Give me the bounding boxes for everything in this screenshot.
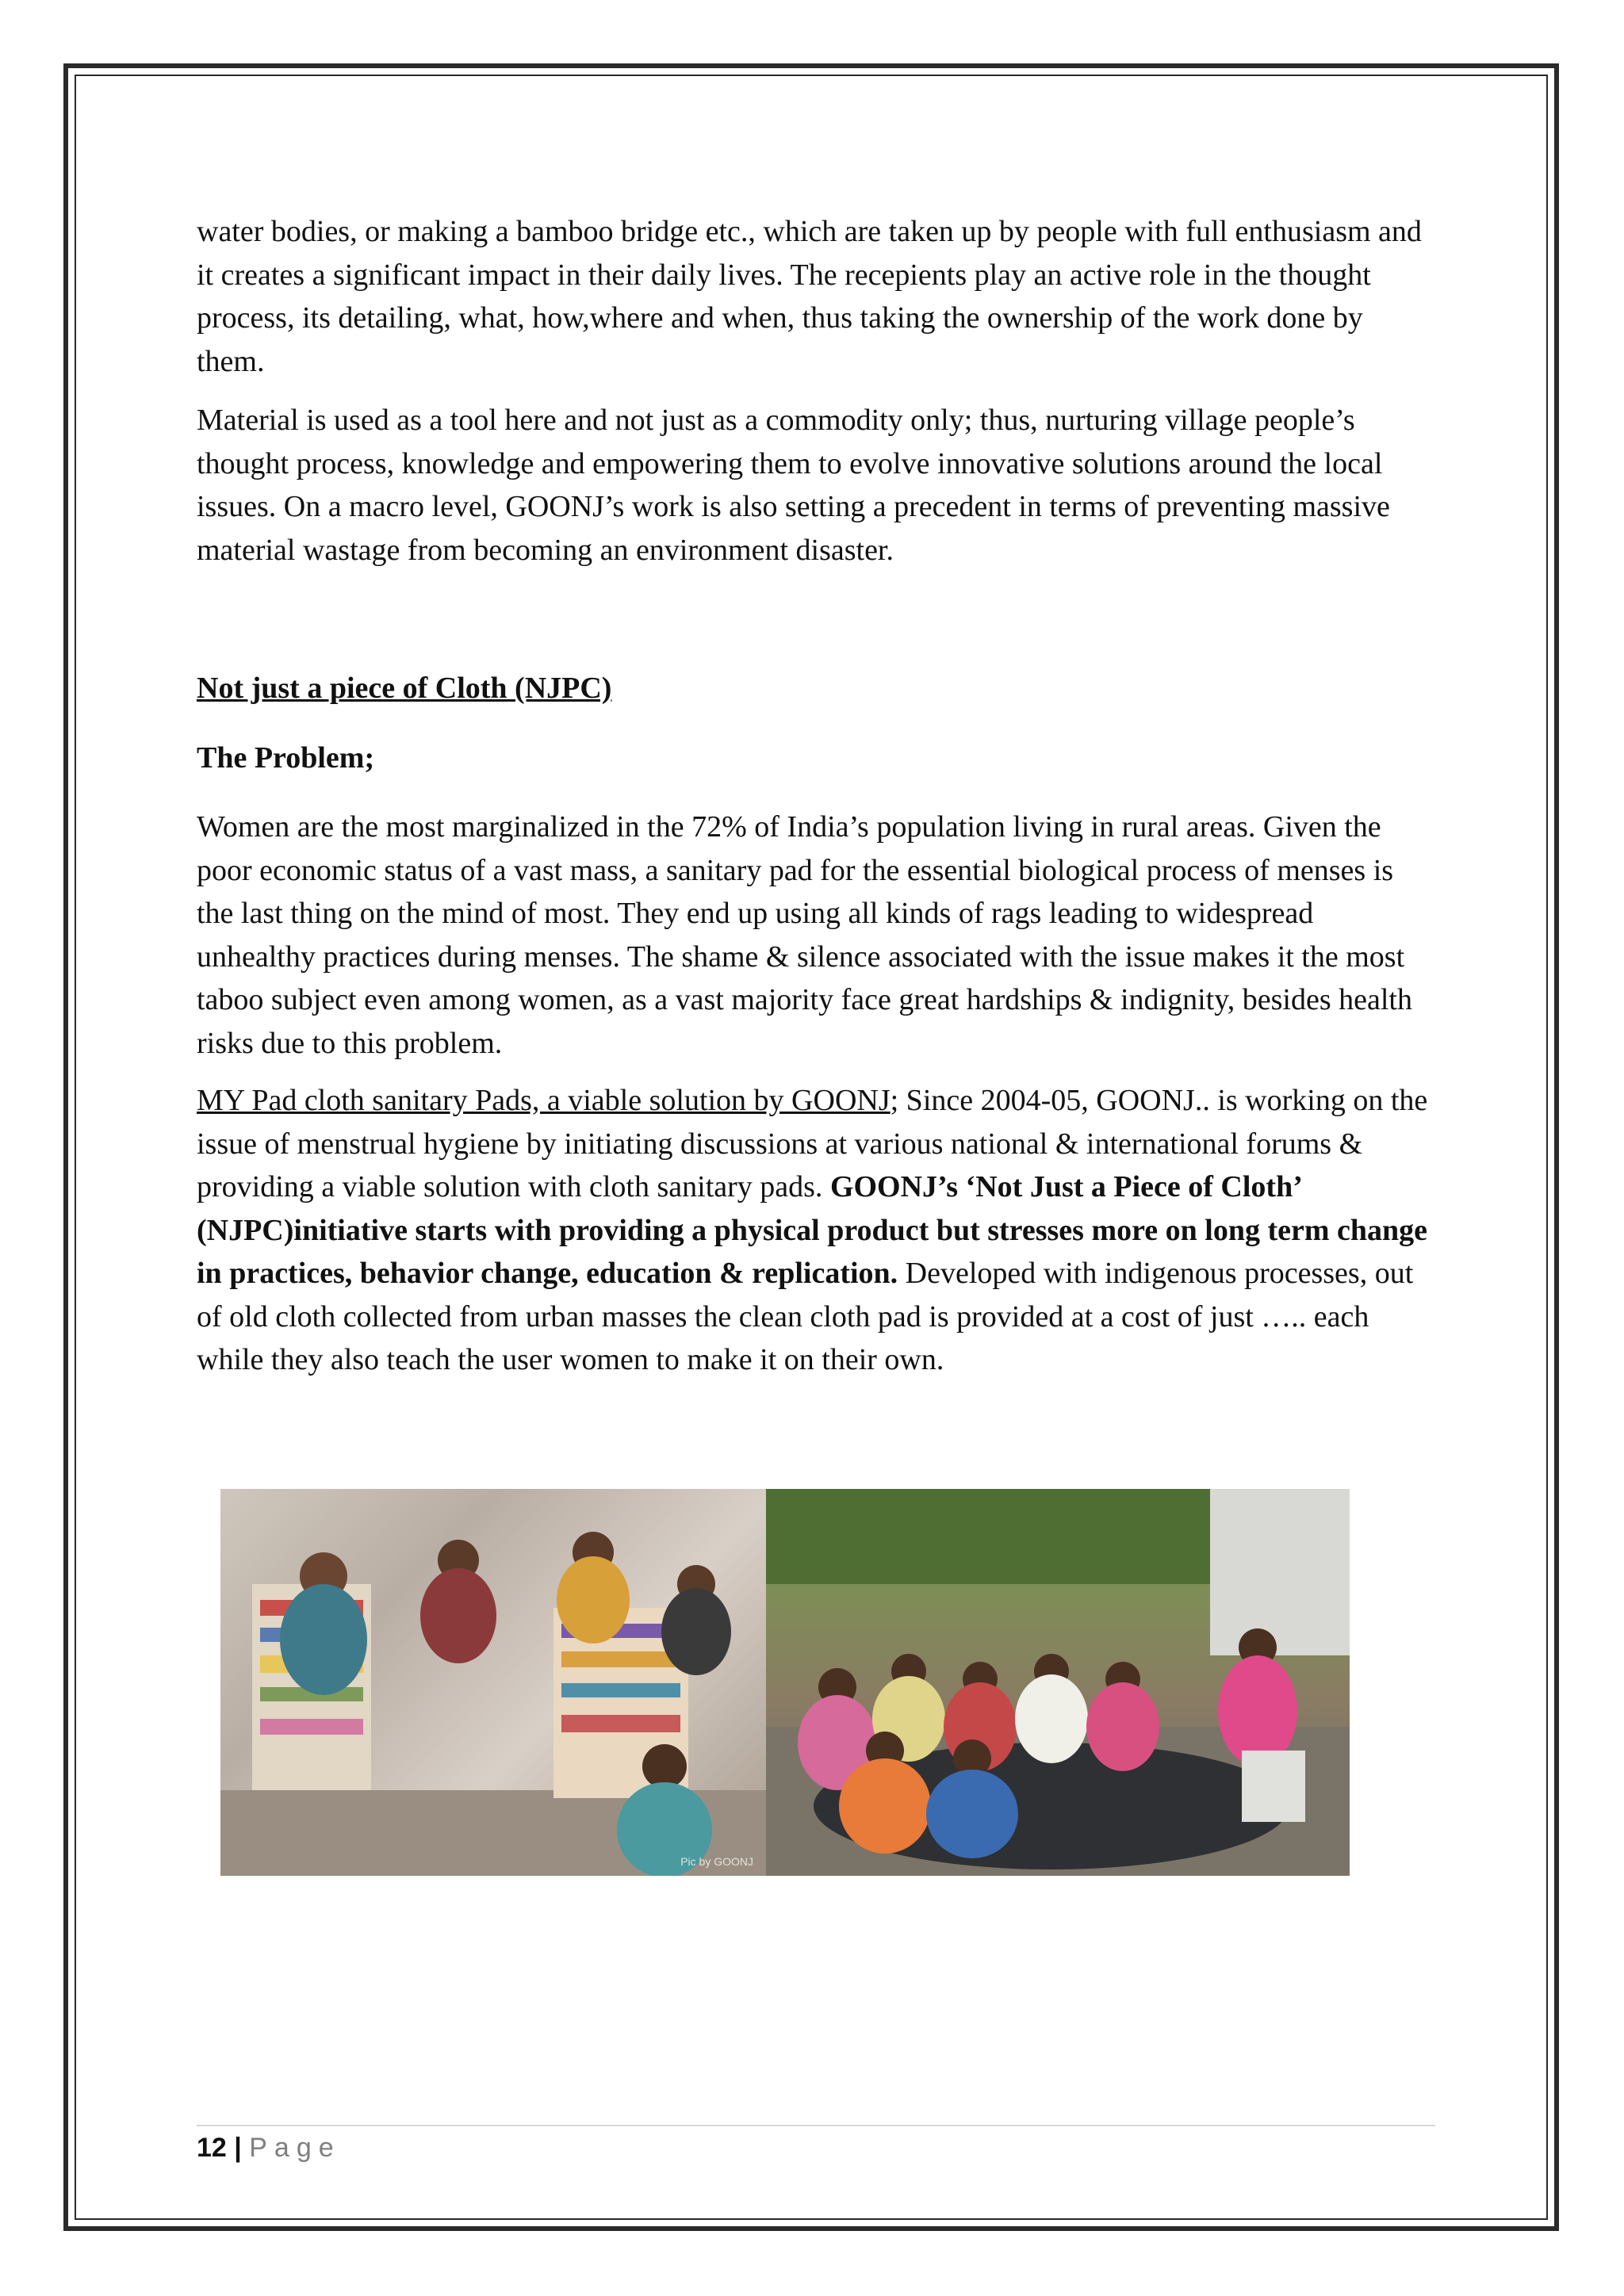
mypad-text-2: Developed with indigenous processes, out of old cloth collected from urban masses the clean cloth pad is provided at a cost of just ….. each while they also teach the user women to make it on their own. <box>197 1257 1414 1376</box>
photo-strip <box>220 1489 1350 1876</box>
photo-right-illustration <box>766 1489 1350 1876</box>
mypad-underlined: MY Pad cloth sanitary Pads, a viable solution by GOONJ <box>197 1084 891 1117</box>
paragraph-mypad <box>197 1079 1434 1382</box>
page-label: Page <box>249 2133 341 2163</box>
section-heading-njpc: Not just a piece of Cloth (NJPC) <box>197 672 612 705</box>
mypad-text-1: ; Since 2004-05, GOONJ.. is working on the issue of menstrual hygiene by initiating discussions at various national & international forums & providing a viable solution with cloth sanitary pads. <box>197 1084 1428 1203</box>
page-number: 12 <box>197 2133 227 2163</box>
document-body <box>197 210 1434 1382</box>
paragraph-problem: Women are the most marginalized in the 72% of India’s population living in rural areas. Given the poor economic status of a vast mass, a sanitary pad for the essential biological process of menses is the last thing on the mind of most. They end up using all kinds of rags leading to widespread unhealthy practices during menses. The shame & silence associated with the issue makes it the most taboo subject even among women, as a vast majority face great hardships & indignity, besides health risks due to this problem. <box>197 810 1412 1060</box>
footer-rule <box>197 2125 1435 2126</box>
footer-separator: | <box>234 2133 242 2163</box>
photo-left-illustration <box>220 1489 766 1876</box>
photo-watermark: Pic by GOONJ <box>680 1855 753 1868</box>
mypad-bold: GOONJ’s ‘Not Just a Piece of Cloth’ (NJPC)initiative starts with providing a physical product but stresses more on long term change in practices, behavior change, education & replication. <box>197 1170 1428 1290</box>
subheading-problem: The Problem; <box>197 740 375 775</box>
photo-community-meeting <box>766 1489 1350 1876</box>
paragraph-material: Material is used as a tool here and not just as a commodity only; thus, nurturing village people’s thought process, knowledge and empowering them to evolve innovative solutions around the local issues. On a macro level, GOONJ’s work is also setting a precedent in terms of preventing massive material wastage from becoming an environment disaster. <box>197 404 1390 567</box>
paragraph-intro: water bodies, or making a bamboo bridge etc., which are taken up by people with full enthusiasm and it creates a significant impact in their daily lives. The recepients play an active role in the thought process, its detailing, what, how,where and when, thus taking the ownership of the work done by them. <box>197 215 1422 378</box>
photo-women-sorting-cloth <box>220 1489 766 1876</box>
page-footer <box>197 2130 341 2166</box>
